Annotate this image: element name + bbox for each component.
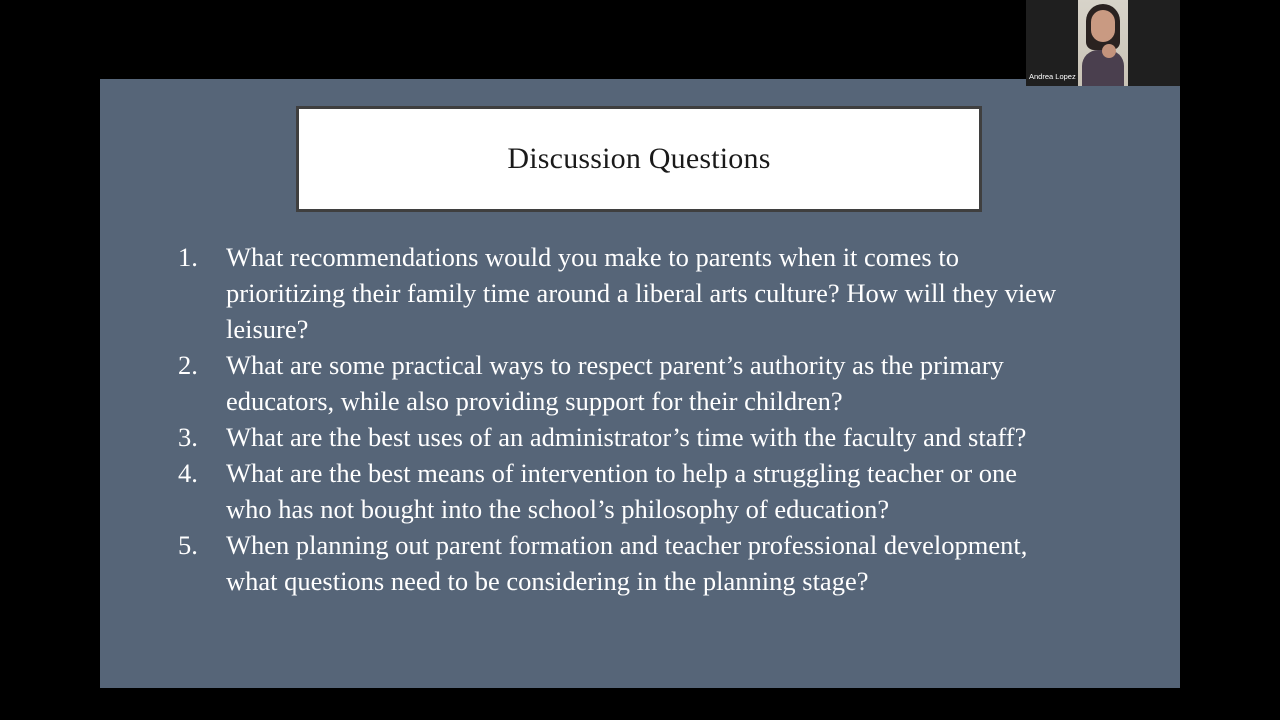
question-text [226,347,1138,419]
participant-video-tile[interactable] [1026,0,1180,86]
participant-face [1091,10,1115,42]
question-number: 4. [178,458,198,488]
discussion-question-list [178,239,1138,599]
question-line: When planning out parent formation and teacher professional development, [226,530,1028,560]
question-text [226,455,1138,527]
question-item [178,419,1138,455]
participant-hand [1102,44,1116,58]
question-number: 1. [178,242,198,272]
participant-video-feed [1078,0,1128,86]
slide-title: Discussion Questions [507,142,771,175]
question-line: prioritizing their family time around a liberal arts culture? How will they view [226,278,1057,308]
question-line: leisure? [226,314,309,344]
question-item [178,347,1138,419]
participant-name-label: Andrea Lopez [1029,72,1076,81]
question-item [178,455,1138,527]
slide-title-box [296,106,982,212]
question-line: What are the best means of intervention to help a struggling teacher or one [226,458,1018,488]
question-text [226,239,1138,347]
question-text [226,527,1138,599]
question-number: 5. [178,530,198,560]
question-line: What recommendations would you make to parents when it comes to [226,242,959,272]
question-text [226,419,1138,455]
question-line: What are some practical ways to respect parent’s authority as the primary [226,350,1004,380]
question-number: 2. [178,350,198,380]
question-line: what questions need to be considering in the planning stage? [226,566,869,596]
question-line: who has not bought into the school’s philosophy of education? [226,494,890,524]
question-line: What are the best uses of an administrator’s time with the faculty and staff? [226,422,1027,452]
question-item [178,239,1138,347]
shared-slide [100,79,1180,688]
question-item [178,527,1138,599]
question-number: 3. [178,422,198,452]
question-line: educators, while also providing support for their children? [226,386,843,416]
